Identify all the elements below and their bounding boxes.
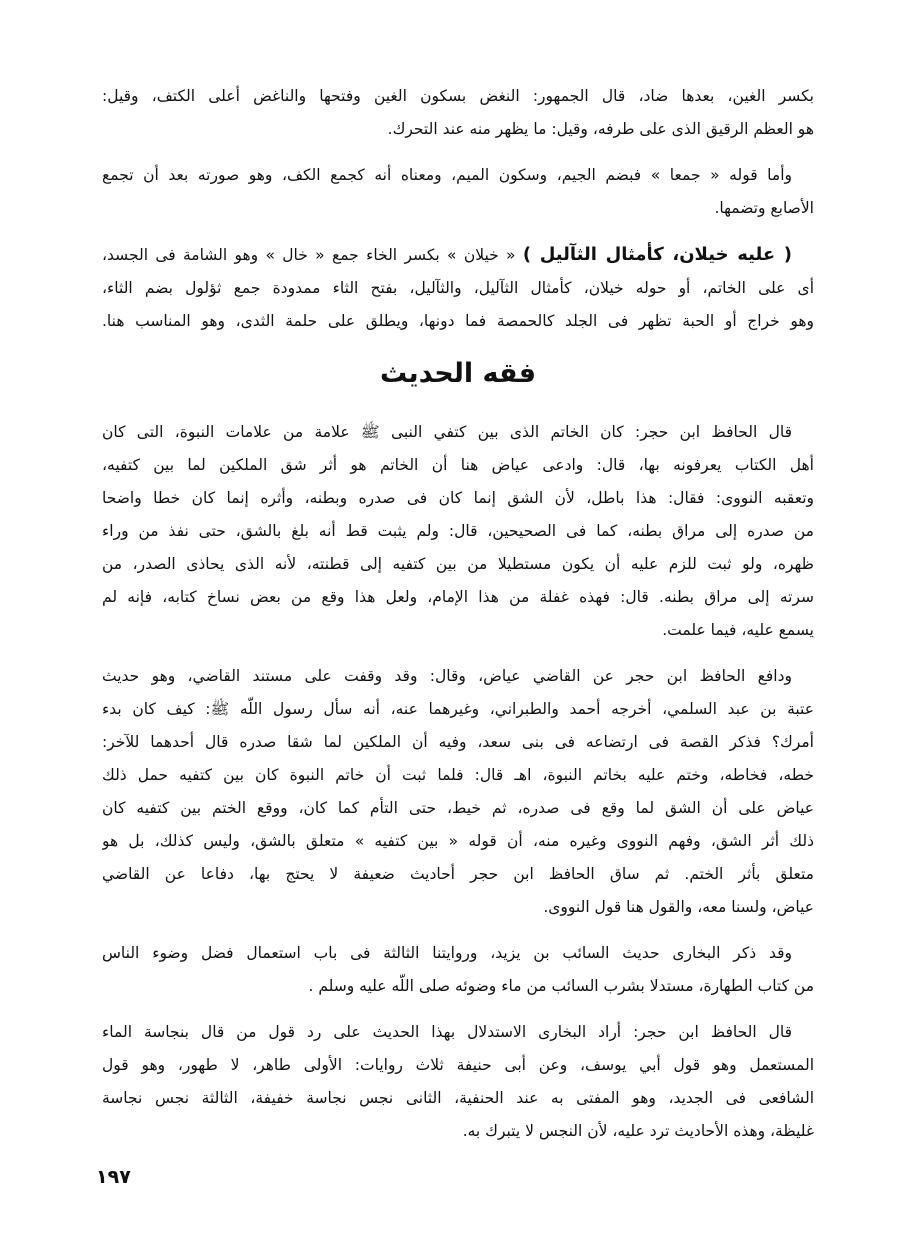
lemma-quote: ( عليه خيلان، كأمثال الثآليل ) — [522, 244, 792, 265]
text-line: غليظة، وهذه الأحاديث ترد عليه، لأن النجس لا يتبرك به. — [462, 1122, 814, 1140]
text-line: بكسر الغين، بعدها ضاد، قال الجمهور: النغض بسكون الغين وفتحها والناغض أعلى الكتف، وقيل: — [102, 87, 814, 105]
paragraph — [102, 159, 814, 225]
text-line: سرته إلى مراق بطنه. قال: فهذه غفلة من هذا الإمام، ولعل هذا وقع من بعض نساخ كتابه، فإنه لم — [102, 588, 814, 606]
paragraph — [102, 416, 814, 647]
section-heading: فقه الحديث — [379, 358, 537, 389]
text-line: الشافعى فى الجديد، وهو المفتى به عند الحنفية، الثانى نجس نجاسة خفيفة، الثالثة نجس نجاسة — [102, 1089, 814, 1107]
text-line: متعلق بأثر الختم. ثم ساق الحافظ ابن حجر أحاديث ضعيفة لا يحتج بها، دفاعا عن القاضي — [102, 865, 814, 883]
text-line: وتعقبه النووى: فقال: هذا باطل، لأن الشق إنما كان فى صدره وبطنه، وأثره إنما كان خطا واضحا — [102, 489, 814, 507]
text-line: خطه، فخاطه، وختم عليه بخاتم النبوة، اهـ قال: فلما ثبت أن خاتم النبوة كان بين كتفيه حمل ذلك — [102, 766, 814, 784]
lemma-explanation: « خيلان » بكسر الخاء جمع « خال » وهو الشامة فى الجسد، — [102, 246, 516, 264]
text-line: وهو خراج أو الحبة تظهر فى الجلد كالحمصة فما دونها، ويطلق على حلمة الثدى، وهو المناسب هنا. — [102, 312, 814, 330]
paragraph — [102, 1016, 814, 1148]
page-number: ١٩٧ — [96, 1166, 131, 1188]
page-body — [102, 80, 814, 1161]
text-line: وقد ذكر البخارى حديث السائب بن يزيد، وروايتنا الثالثة فى باب استعمال فضل وضوء الناس — [102, 944, 792, 962]
text-line: المستعمل وهو قول أبي يوسف، وعن أبى حنيفة ثلاث روايات: الأولى طاهر، لا طهور، وهو قول — [102, 1056, 814, 1074]
text-line: من صدره إلى مراق بطنه، كما فى الصحيحين، قال: ولم يثبت قط أنه بلغ بالشق، حتى نفذ من وراء — [102, 522, 814, 540]
text-line-with-lemma — [102, 238, 814, 272]
text-line: ظهره، ولو ثبت للزم عليه أن يكون مستطيلا من بين كتفيه إلى قطنته، لأنه الذى يحاذى الصدر، من — [102, 555, 814, 573]
text-line: الأصابع وتضمها. — [714, 199, 814, 217]
text-line: هو العظم الرقيق الذى على طرفه، وقيل: ما يظهر منه عند التحرك. — [387, 120, 814, 138]
text-line: عياض، ولسنا معه، والقول هنا قول النووى. — [543, 898, 814, 916]
text-line: وأما قوله « جمعا » فبضم الجيم، وسكون الميم، ومعناه أنه كجمع الكف، وهو صورته بعد أن تجمع — [102, 166, 792, 184]
text-line: يسمع عليه، فيما علمت. — [662, 621, 814, 639]
paragraph — [102, 660, 814, 924]
paragraph — [102, 80, 814, 146]
text-line: أى على الخاتم، أو حوله خيلان، كأمثال الثآليل، والثآليل، بفتح الثاء ممدودة جمع ثؤلول بضم الثاء، — [102, 279, 814, 297]
text-line: قال الحافظ ابن حجر: أراد البخارى الاستدلال بهذا الحديث على رد قول من قال بنجاسة الماء — [102, 1023, 792, 1041]
text-line: أهل الكتاب يعرفونه بها، قال: وادعى عياض هنا أن الخاتم هو أثر شق الملكين لما بين كتفيه، — [102, 456, 814, 474]
text-line: ذلك أثر الشق، وفهم النووى وغيره منه، أن قوله « بين كتفيه » متعلق بالشق، وليس كذلك، بل هو — [102, 832, 814, 850]
text-line: قال الحافظ ابن حجر: كان الخاتم الذى بين كتفي النبى ﷺ علامة من علامات النبوة، التى كان — [102, 423, 792, 441]
text-line: ودافع الحافظ ابن حجر عن القاضي عياض، وقال: وقد وقفت على مستند القاضي، وهو حديث — [102, 667, 792, 685]
text-line: عياض على أن الشق لما وقع فى صدره، ثم خيط، حتى التأم كما كان، ووقع الختم بين كتفيه كان — [102, 799, 814, 817]
text-line: أمرك؟ فذكر القصة فى ارتضاعه فى بنى سعد، وفيه أن الملكين لما شقا صدره قال أحدهما للآخر: — [102, 733, 814, 751]
text-line: عتبة بن عبد السلمي، أخرجه أحمد والطبراني، وغيرهما عنه، أنه سأل رسول اللّه ﷺ: كيف كان بدء — [102, 700, 814, 718]
lemma-paragraph — [102, 238, 814, 338]
paragraph — [102, 937, 814, 1003]
text-line: من كتاب الطهارة، مستدلا بشرب السائب من ماء وضوئه صلى اللّه عليه وسلم . — [308, 977, 814, 995]
